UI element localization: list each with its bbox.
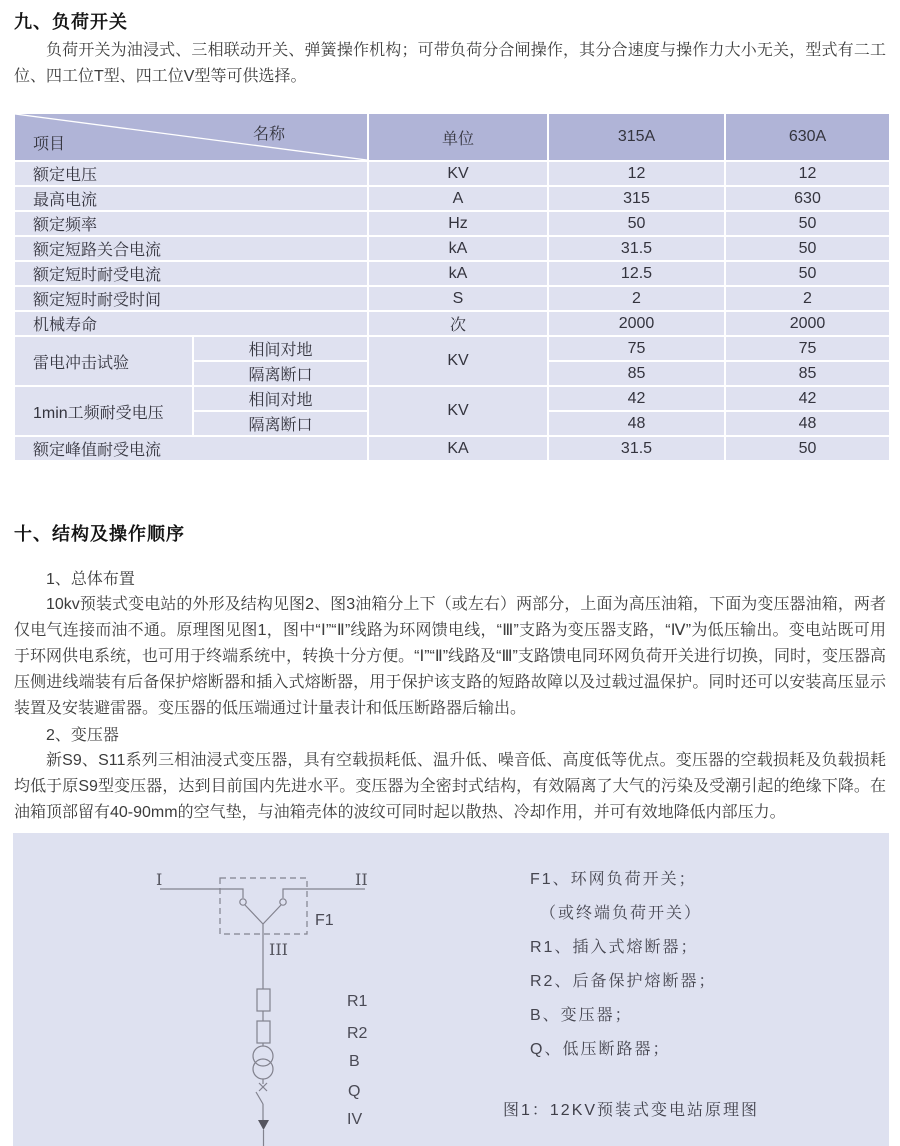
row-unit: KA (368, 436, 548, 461)
row-value-630: 12 (725, 161, 890, 186)
row-item: 机械寿命 (14, 311, 368, 336)
table-row (14, 186, 890, 211)
label-R1: R1 (347, 993, 368, 1010)
group-item: 雷电冲击试验 (14, 336, 193, 386)
row-item: 额定电压 (14, 161, 368, 186)
sub2-paragraph: 新S9、S11系列三相油浸式变压器，具有空载损耗低、温升低、噪音低、高度低等优点。变压器的空载损耗及负载损耗均低于原S9型变压器，达到目前国内先进水平。变压器为全密封式结构，有效隔离了大气的污染及受潮引起的绝缘下降。在油箱顶部留有40-90mm的空气垫，与油箱壳体的波纹可同时起以散热、冷却作用，并可有效地降低内部压力。 (14, 752, 886, 821)
header-unit: 单位 (368, 113, 548, 161)
switch-contact-right (280, 899, 286, 905)
row-value-315: 75 (548, 336, 725, 361)
figure-panel (13, 833, 889, 1146)
row-item: 额定短路关合电流 (14, 236, 368, 261)
label-line-II: II (355, 870, 368, 889)
legend-item-F1-alt: （或终端负荷开关） (540, 905, 703, 922)
sub1-title: 1、总体布置 (46, 571, 135, 588)
header-630A: 630A (725, 113, 890, 161)
legend-item-F1: F1、环网负荷开关； (530, 871, 697, 888)
row-value-315: 2 (548, 286, 725, 311)
row-value-315: 42 (548, 386, 725, 411)
group-sub-label: 隔离断口 (193, 361, 368, 386)
table-header-row (14, 113, 890, 161)
table-row (14, 236, 890, 261)
row-value-315: 85 (548, 361, 725, 386)
group-unit: KV (368, 336, 548, 386)
table-row (14, 311, 890, 336)
row-value-315: 12.5 (548, 261, 725, 286)
label-line-I: I (156, 870, 163, 889)
sub1-paragraph: 10kv预装式变电站的外形及结构见图2、图3油箱分上下（或左右）两部分，上面为高压油箱，下面为变压器油箱，两者仅电气连接而油不通。原理图见图1，图中“Ⅰ”“Ⅱ”线路为环网馈电线，“Ⅲ”支路为变压器支路，“Ⅳ”为低压输出。变电站既可用于环网供电系统，也可用于终端系统中，转换十分方便。“Ⅰ”“Ⅱ”线路及“Ⅲ”支路馈电同环网负荷开关进行切换，同时，变压器高压侧进线端装有后备保护熔断器和插入式熔断器，用于保护该支路的短路故障以及过载过温保护。同时还可以安装高压显示装置及安装避雷器。变压器的低压端通过计量表计和低压断路器后输出。 (14, 596, 886, 717)
section9-intro-paragraph: 负荷开关为油浸式、三相联动开关、弹簧操作机构；可带负荷分合闸操作，其分合速度与操作力大小无关，型式有二工位、四工位T型、四工位V型等可供选择。 (14, 42, 886, 85)
breaker-blade (256, 1092, 263, 1104)
row-value-315: 31.5 (548, 436, 725, 461)
label-B: B (349, 1053, 360, 1070)
group-sub-label: 相间对地 (193, 386, 368, 411)
row-item: 额定短时耐受电流 (14, 261, 368, 286)
output-arrow (258, 1120, 269, 1130)
row-value-630: 85 (725, 361, 890, 386)
row-value-630: 630 (725, 186, 890, 211)
row-item: 额定频率 (14, 211, 368, 236)
row-unit: A (368, 186, 548, 211)
row-item: 额定峰值耐受电流 (14, 436, 368, 461)
group-item: 1min工频耐受电压 (14, 386, 193, 436)
row-value-630: 50 (725, 236, 890, 261)
group-sub-label: 隔离断口 (193, 411, 368, 436)
label-R2: R2 (347, 1025, 368, 1042)
row-item: 额定短时耐受时间 (14, 286, 368, 311)
row-value-630: 50 (725, 261, 890, 286)
spec-table (13, 112, 891, 462)
row-value-630: 2 (725, 286, 890, 311)
figure-legend (530, 863, 716, 1067)
legend-item-R1: R1、插入式熔断器； (530, 939, 699, 956)
row-value-315: 315 (548, 186, 725, 211)
legend-item-Q: Q、低压断路器； (530, 1041, 671, 1058)
row-value-315: 48 (548, 411, 725, 436)
row-unit: kA (368, 236, 548, 261)
transformer-symbol-top (253, 1046, 273, 1066)
table-row (14, 286, 890, 311)
transformer-symbol-bottom (253, 1059, 273, 1079)
header-corner-top-label: 名称 (253, 126, 286, 143)
row-unit: Hz (368, 211, 548, 236)
figure-caption: 图1：12KV预装式变电站原理图 (503, 1102, 760, 1119)
table-row (14, 436, 890, 461)
label-Q: Q (348, 1083, 361, 1100)
switch-contact-left (240, 899, 246, 905)
header-315A: 315A (548, 113, 725, 161)
header-corner-cell (14, 113, 368, 161)
table-group-row (14, 386, 890, 411)
row-unit: 次 (368, 311, 548, 336)
section9-title: 九、负荷开关 (14, 12, 128, 32)
row-value-630: 48 (725, 411, 890, 436)
row-unit: kA (368, 261, 548, 286)
row-value-630: 75 (725, 336, 890, 361)
diagonal-divider (15, 114, 367, 160)
group-unit: KV (368, 386, 548, 436)
selector-blade-right (263, 905, 281, 924)
row-unit: KV (368, 161, 548, 186)
table-row (14, 211, 890, 236)
group-sub-label: 相间对地 (193, 336, 368, 361)
row-value-315: 31.5 (548, 236, 725, 261)
section10-title: 十、结构及操作顺序 (14, 524, 185, 544)
fuse-R2-symbol (257, 1021, 270, 1043)
label-branch-III: III (269, 940, 288, 959)
feeder-line-II (283, 889, 365, 898)
header-corner-bottom-label: 项目 (33, 136, 66, 153)
legend-item-R2: R2、后备保护熔断器； (530, 973, 717, 990)
label-IV: IV (347, 1111, 363, 1128)
table-row (14, 261, 890, 286)
feeder-line-I (160, 889, 243, 898)
sub2-title: 2、变压器 (46, 727, 119, 744)
row-value-315: 12 (548, 161, 725, 186)
row-item: 最高电流 (14, 186, 368, 211)
row-value-315: 2000 (548, 311, 725, 336)
label-F1: F1 (315, 912, 334, 929)
row-value-630: 2000 (725, 311, 890, 336)
table-group-row (14, 336, 890, 361)
row-value-630: 42 (725, 386, 890, 411)
legend-item-B: B、变压器； (530, 1007, 633, 1024)
fuse-R1-symbol (257, 989, 270, 1011)
row-value-630: 50 (725, 211, 890, 236)
row-value-315: 50 (548, 211, 725, 236)
row-unit: S (368, 286, 548, 311)
row-value-630: 50 (725, 436, 890, 461)
substation-schematic (13, 833, 443, 1146)
table-row (14, 161, 890, 186)
selector-blade-left (245, 905, 263, 924)
